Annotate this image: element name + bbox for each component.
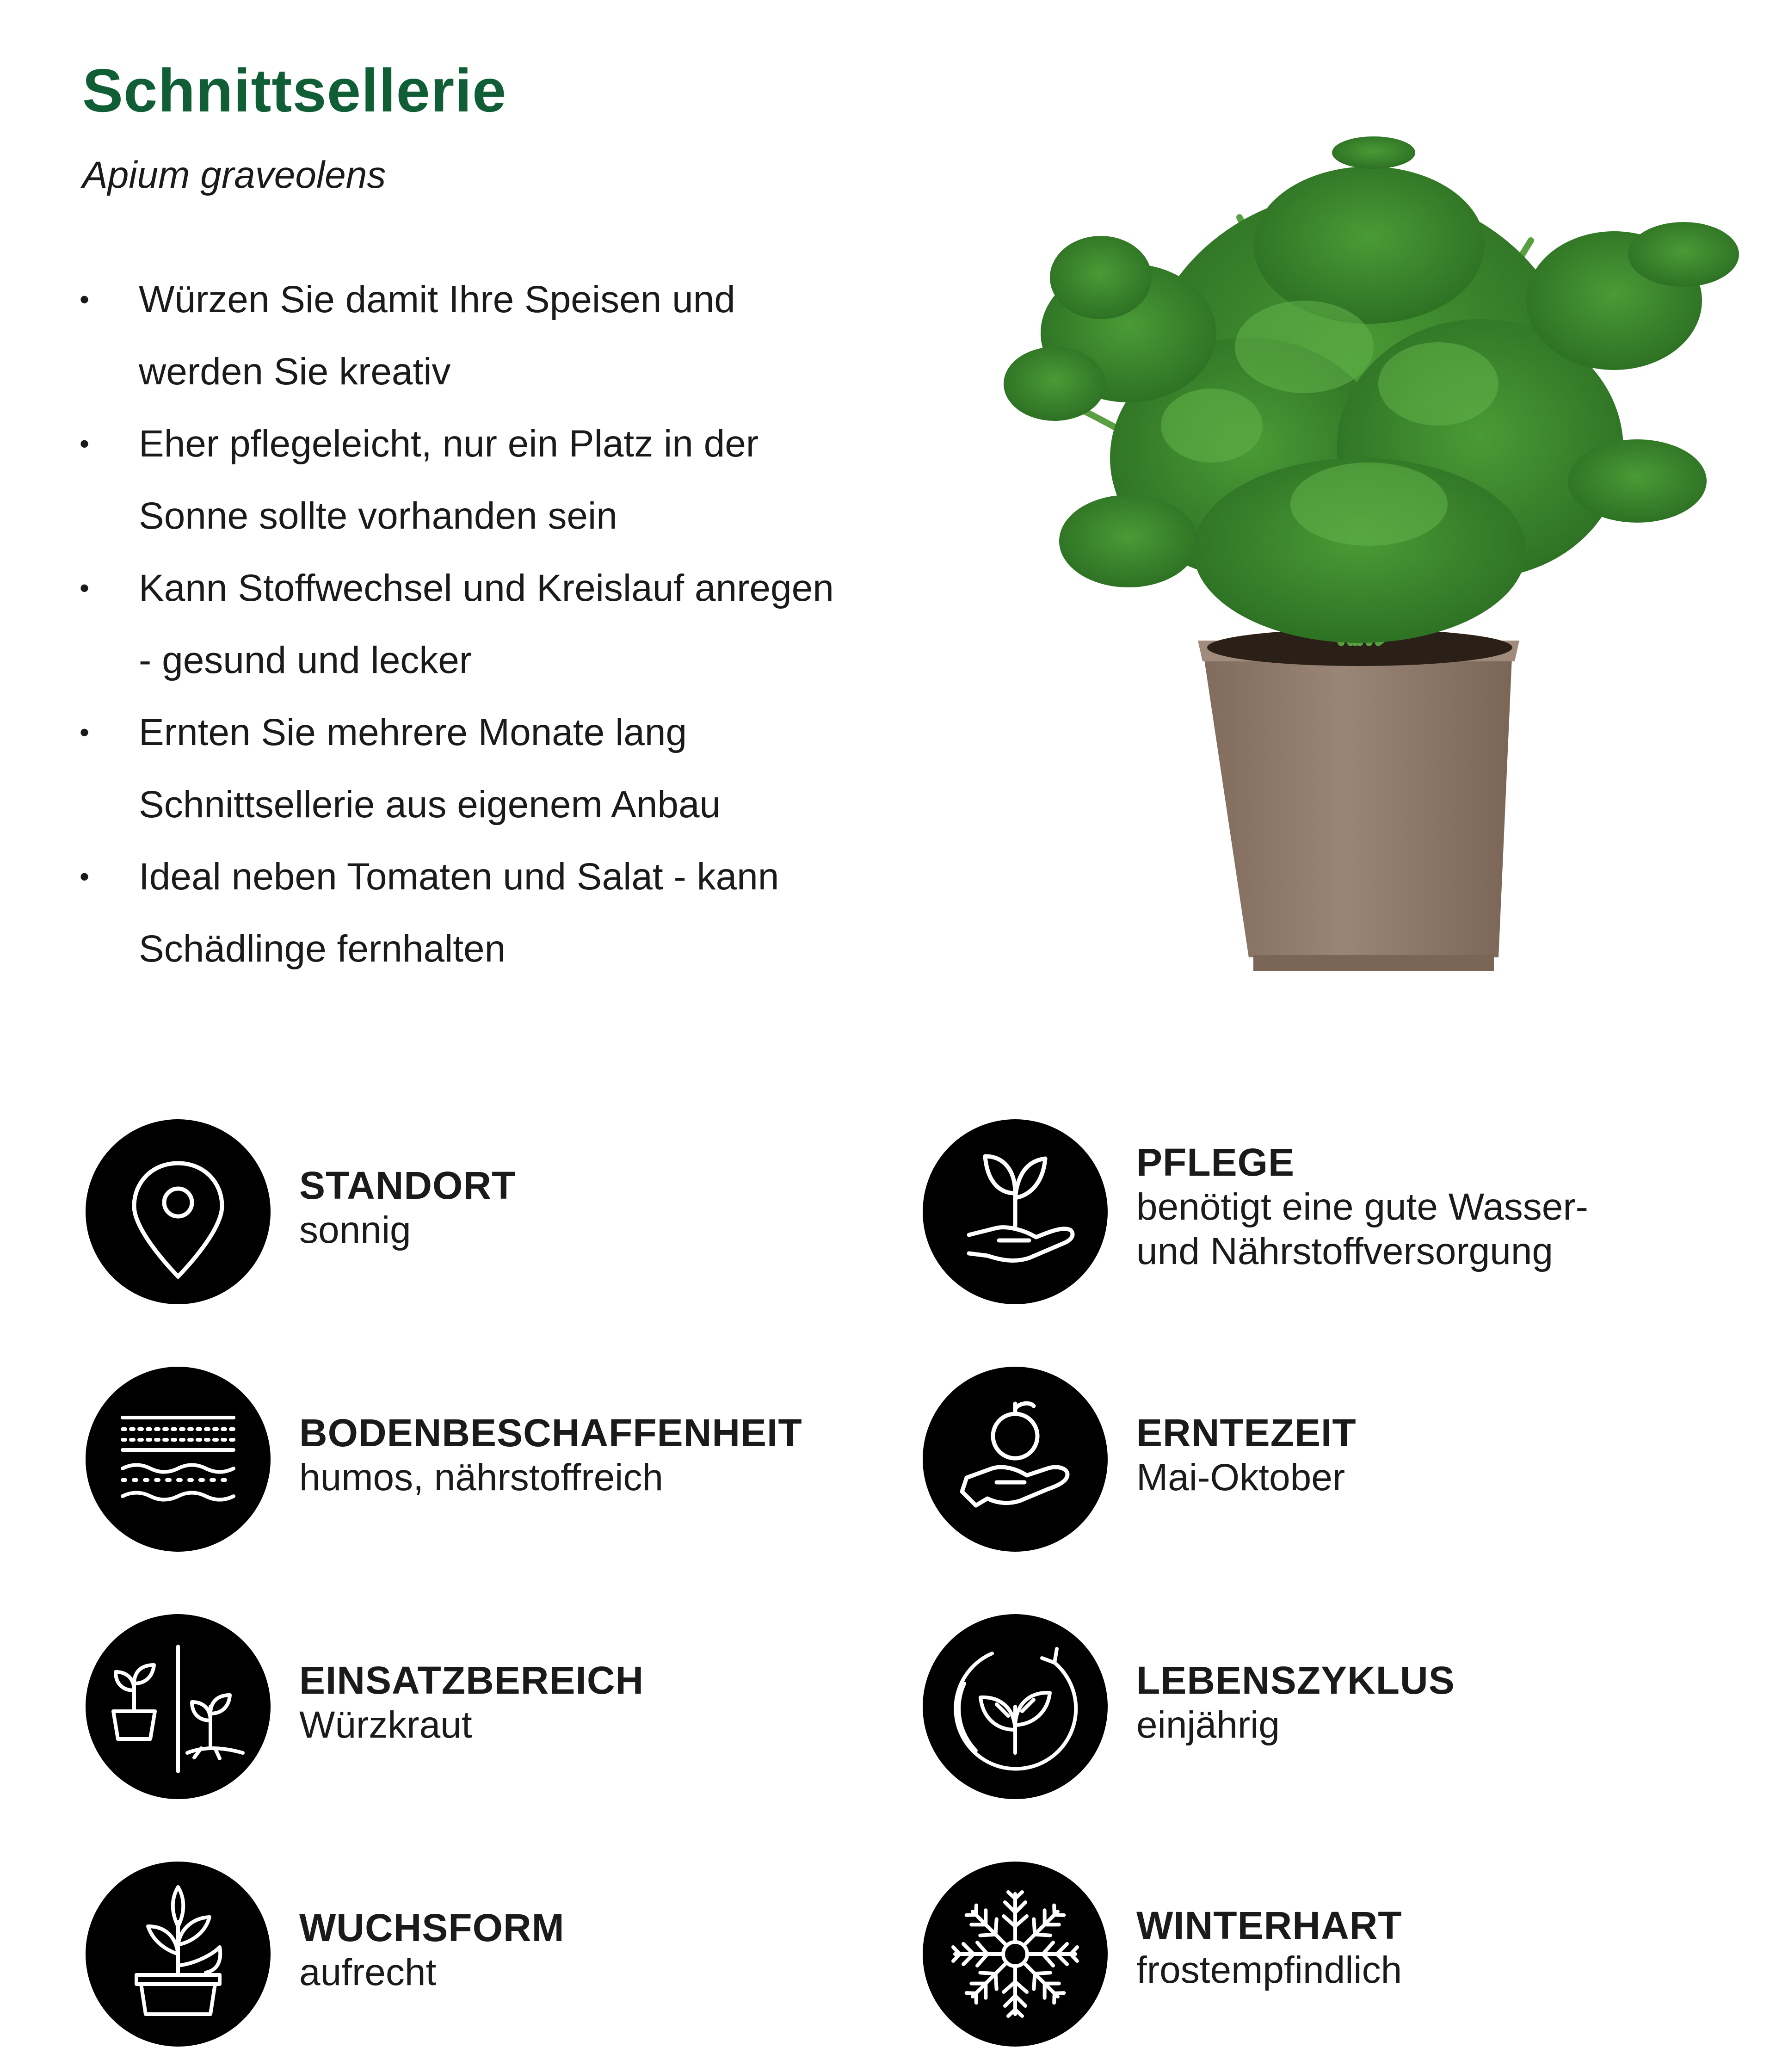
bullet-line: - gesund und lecker xyxy=(139,639,472,681)
feature-value: humos, nährstoffreich xyxy=(299,1456,664,1498)
potted-plant-icon xyxy=(86,1862,271,2047)
feature-label: ERNTEZEIT xyxy=(1136,1411,1357,1455)
feature-value: Würzkraut xyxy=(299,1703,472,1746)
feature-label: WINTERHART xyxy=(1136,1904,1402,1947)
feature-label: BODENBESCHAFFENHEIT xyxy=(299,1411,802,1455)
feature-value: und Nährstoffversorgung xyxy=(1136,1230,1554,1273)
erntezeit-badge xyxy=(923,1367,1108,1552)
list-item xyxy=(69,841,902,985)
product-plant-image xyxy=(953,125,1739,980)
bullet-line: Schnittsellerie aus eigenem Anbau xyxy=(139,783,721,826)
feature-standort xyxy=(86,1119,872,1304)
feature-pflege xyxy=(923,1119,1709,1304)
feature-value: Mai-Oktober xyxy=(1136,1456,1345,1498)
feature-value: aufrecht xyxy=(299,1951,437,1993)
feature-lebenszyklus xyxy=(923,1614,1709,1799)
feature-label: STANDORT xyxy=(299,1164,516,1207)
einsatz-badge xyxy=(86,1614,271,1799)
botanical-name: Apium graveolens xyxy=(82,154,386,196)
list-item xyxy=(69,697,902,841)
harvest-hand-icon xyxy=(923,1367,1108,1552)
feature-einsatzbereich xyxy=(86,1614,872,1799)
location-pin-icon xyxy=(86,1119,271,1304)
standort-badge xyxy=(86,1119,271,1304)
feature-value: frostempfindlich xyxy=(1136,1949,1402,1991)
feature-value: benötigt eine gute Wasser- xyxy=(1136,1185,1588,1228)
bullet-line: Eher pflegeleicht, nur ein Platz in der xyxy=(139,423,759,465)
wuchsform-badge xyxy=(86,1862,271,2047)
list-item xyxy=(69,264,902,408)
feature-value: einjährig xyxy=(1136,1703,1280,1746)
feature-value: sonnig xyxy=(299,1209,411,1251)
bullet-line: Würzen Sie damit Ihre Speisen und xyxy=(139,278,735,321)
bullet-line: Schädlinge fernhalten xyxy=(139,928,506,970)
feature-boden xyxy=(86,1367,872,1552)
plant-foliage xyxy=(1004,136,1739,643)
feature-label: EINSATZBEREICH xyxy=(299,1659,644,1702)
list-item xyxy=(69,408,902,552)
feature-erntezeit xyxy=(923,1367,1709,1552)
bullet-line: Ideal neben Tomaten und Salat - kann xyxy=(139,856,779,898)
seedling-hand-icon xyxy=(923,1119,1108,1304)
winterhart-badge xyxy=(923,1862,1108,2047)
life-cycle-icon xyxy=(923,1614,1108,1799)
soil-layers-icon xyxy=(86,1367,271,1552)
pot-and-ground-icon xyxy=(86,1614,271,1799)
plant-pot xyxy=(1198,629,1519,971)
bullet-line: Sonne sollte vorhanden sein xyxy=(139,495,617,537)
feature-label: WUCHSFORM xyxy=(299,1906,565,1949)
feature-label: PFLEGE xyxy=(1136,1141,1295,1184)
feature-label: LEBENSZYKLUS xyxy=(1136,1659,1455,1702)
list-item xyxy=(69,552,902,697)
lebenszyklus-badge xyxy=(923,1614,1108,1799)
bullet-line: Ernten Sie mehrere Monate lang xyxy=(139,711,687,753)
bullet-line: werden Sie kreativ xyxy=(139,351,451,393)
pflege-badge xyxy=(923,1119,1108,1304)
feature-winterhart xyxy=(923,1862,1709,2047)
page-title: Schnittsellerie xyxy=(82,56,507,124)
feature-bullet-list xyxy=(69,264,902,985)
bullet-line: Kann Stoffwechsel und Kreislauf anregen xyxy=(139,567,834,609)
boden-badge xyxy=(86,1367,271,1552)
feature-wuchsform xyxy=(86,1862,872,2047)
snowflake-icon xyxy=(923,1862,1108,2047)
